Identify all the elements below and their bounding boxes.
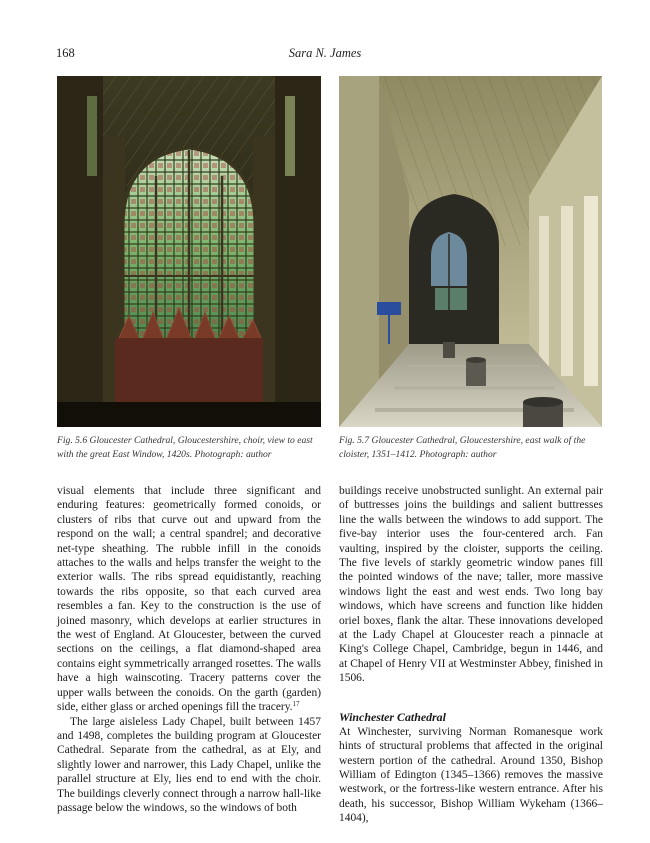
choir-photo-illustration [57, 76, 321, 427]
page-number: 168 [56, 46, 75, 60]
text-column-right [339, 484, 603, 826]
figure-caption-5-7: Fig. 5.7 Gloucester Cathedral, Gloucestershire, east walk of the cloister, 1351–1412. Photograph: author [339, 435, 586, 460]
figure-choir-east-window [57, 76, 321, 427]
figure-caption-5-6: Fig. 5.6 Gloucester Cathedral, Gloucestershire, choir, view to east with the great East Window, 1420s. Photograph: author [57, 435, 313, 460]
paragraph: The large aisleless Lady Chapel, built between 1457 and 1498, completes the building program at Gloucester Cathedral. Separate from the cathedral, as at Ely, and slightly lower and narrower, this Lady Chapel, unlike the parallel structure at Ely, lies end to end with the choir. The buildings cleverly connect through a narrow hall-like passage below the windows, so the windows of both [57, 715, 321, 814]
paragraph [57, 484, 321, 715]
footnote-ref: 17 [292, 700, 300, 709]
section-heading: Winchester Cathedral [339, 709, 446, 724]
paragraph-text: visual elements that include three significant and enduring features: geometrically formed conoids, or clusters of ribs that curve out and upward from the respond on the wall; a central spandrel; and decorative net-type sheathing. The rubble infill in the conoids attaches to the walls and helps transfer the weight to the exterior walls. The ribs spread equidistantly, reaching towards the ribs opposite, so that each curved area resembles a fan. Key to the construction is the use of joined masonry, which develops at earlier structures in the west of England. At Gloucester, between the curved sections on the ceilings, a flat diamond-shaped area contains eight symmetrically arranged rosettes. The walls have a high wainscoting. Tracery patterns cover the upper walls between the conoids. On the garth (garden) side, either glass or arched openings fill the tracery. [57, 485, 321, 714]
cloister-photo-illustration [339, 76, 602, 427]
figure-cloister-east-walk [339, 76, 602, 427]
text-column-left [57, 484, 321, 815]
running-head: Sara N. James [288, 46, 362, 60]
paragraph: At Winchester, surviving Norman Romanesque work hints of structural problems that affected in the original western portion of the cathedral. Around 1350, Bishop William of Edington (1345–1366) removes the massive westwork, or the fortress-like western entrance. After his death, his successor, Bishop William Wykeham (1366–1404), [339, 725, 603, 825]
paragraph: buildings receive unobstructed sunlight. An external pair of buttresses joins the buildings and salient buttresses line the walls between the windows to add support. The five-bay interior uses the four-centered arch. Fan vaulting, inspired by the cloister, supports the ceiling. The five levels of starkly geometric window panes fill the pointed windows of the nave; taller, more massive windows light the east and west ends. Two long bay windows, which have screens and function like hidden oriel boxes, flank the altar. These innovations developed at the Lady Chapel at Gloucester reach a pinnacle at King's College Chapel, Cambridge, begun in 1446, and at Chapel of Henry VII at Westminster Abbey, finished in 1506. [339, 485, 603, 685]
